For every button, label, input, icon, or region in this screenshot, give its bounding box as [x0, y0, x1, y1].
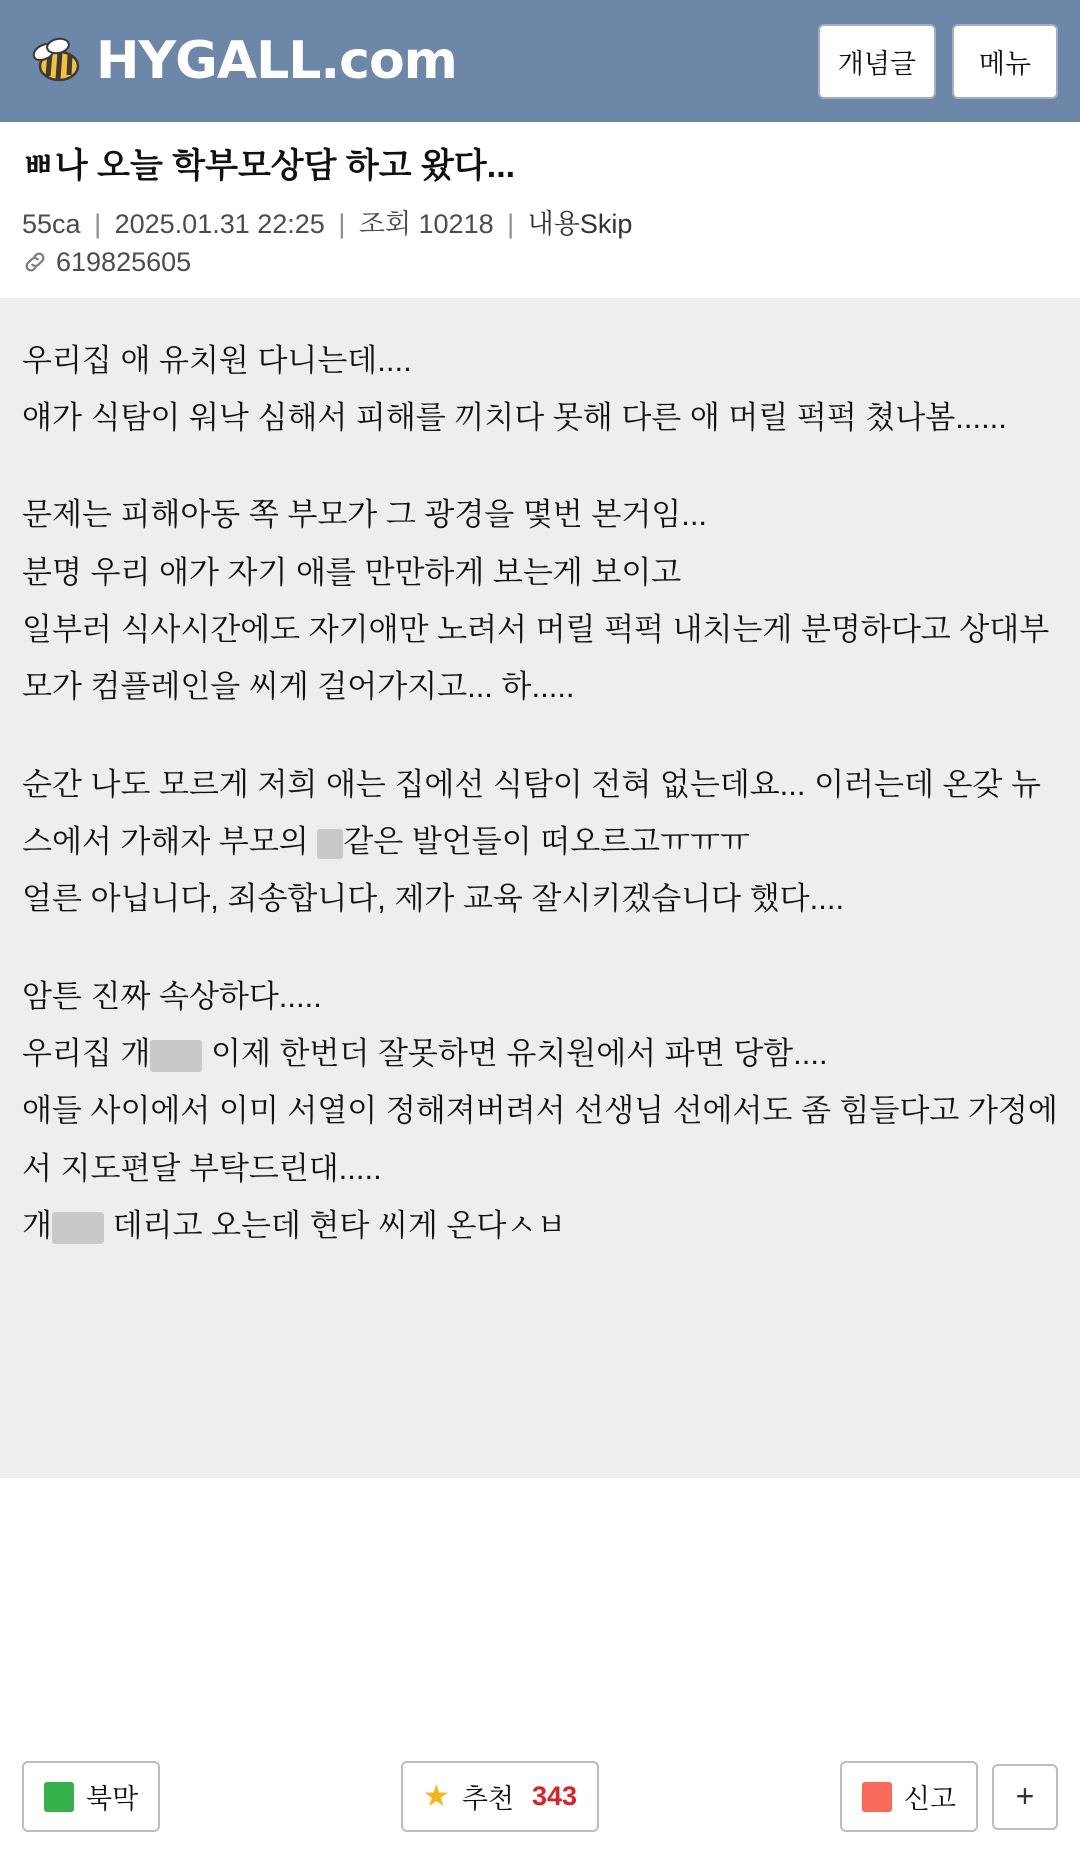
body-line: 일부러 식사시간에도 자기애만 노려서 머릴 퍽퍽 내치는게 분명하다고 상대부모가 컴플레인을 씨게 걸어가지고... 하.....: [22, 612, 1050, 705]
best-posts-button[interactable]: 개념글: [818, 24, 936, 99]
article-meta: [22, 204, 1058, 245]
body-spacer: [22, 928, 1058, 968]
body-spacer: [22, 446, 1058, 486]
body-line: 암튼 진짜 속상하다.....: [22, 978, 322, 1014]
bookmark-button[interactable]: [22, 1761, 160, 1832]
star-icon: ★: [422, 1779, 450, 1813]
meta-separator: |: [338, 209, 346, 240]
menu-button[interactable]: 메뉴: [952, 24, 1058, 99]
link-icon[interactable]: [22, 249, 48, 275]
body-line: 얼른 아닙니다, 죄송합니다, 제가 교육 잘시키겠습니다 했다....: [22, 881, 845, 917]
bookmark-label: 북막: [86, 1784, 139, 1814]
body-line: 우리집 애 유치원 다니는데....: [22, 342, 412, 378]
meta-separator: |: [507, 209, 515, 240]
report-group: [840, 1761, 1058, 1832]
site-header: [0, 0, 1080, 122]
bookmark-icon: [44, 1782, 74, 1812]
article-header: [0, 122, 1080, 298]
recommend-group: [160, 1761, 840, 1832]
site-title: HYGALL.com: [96, 31, 457, 91]
body-line: 개 데리고 오는데 현타 씨게 온다ㅅㅂ: [22, 1208, 567, 1244]
report-icon: [862, 1782, 892, 1812]
report-label: 신고: [903, 1784, 956, 1814]
page-title: ㅃ나 오늘 학부모상담 하고 왔다...: [22, 147, 516, 185]
action-bar: [0, 1735, 1080, 1858]
redacted-text: [52, 1212, 104, 1244]
body-line: 우리집 개 이제 한번더 잘못하면 유치원에서 파면 당함....: [22, 1036, 828, 1072]
skip-content-link[interactable]: 내용Skip: [527, 209, 633, 240]
body-line: 문제는 피해아동 쪽 부모가 그 광경을 몇번 본거임...: [22, 497, 708, 533]
site-logo[interactable]: [28, 31, 457, 91]
bee-icon: [28, 32, 86, 90]
redacted-text: [150, 1040, 202, 1072]
body-line: 분명 우리 애가 자기 애를 만만하게 보는게 보이고: [22, 554, 682, 590]
report-button[interactable]: [840, 1761, 978, 1832]
redacted-text: [317, 829, 343, 859]
view-count: 조회 10218: [358, 209, 494, 240]
post-id: 619825605: [56, 246, 192, 277]
meta-separator: |: [94, 209, 102, 240]
author-name[interactable]: 55ca: [22, 209, 81, 240]
post-date: 2025.01.31 22:25: [114, 209, 325, 240]
body-line: 얘가 식탐이 워낙 심해서 피해를 끼치다 못해 다른 애 머릴 퍽퍽 쳤나봄......: [22, 400, 1007, 436]
body-spacer: [22, 716, 1058, 756]
post-id-row: [22, 247, 1058, 278]
header-button-group: [818, 24, 1058, 99]
recommend-button[interactable]: [401, 1761, 599, 1832]
body-line: 순간 나도 모르게 저희 애는 집에선 식탐이 전혀 없는데요... 이러는데 온갖 뉴스에서 가해자 부모의 같은 발언들이 떠오르고ㅠㅠㅠ: [22, 766, 1041, 860]
recommend-count: 343: [532, 1781, 578, 1811]
recommend-label: 추천: [461, 1784, 514, 1814]
body-line: 애들 사이에서 이미 서열이 정해져버려서 선생님 선에서도 좀 힘들다고 가정에서 지도편달 부탁드린대.....: [22, 1093, 1058, 1186]
article-body: [0, 298, 1080, 1478]
more-options-button[interactable]: +: [992, 1764, 1058, 1830]
